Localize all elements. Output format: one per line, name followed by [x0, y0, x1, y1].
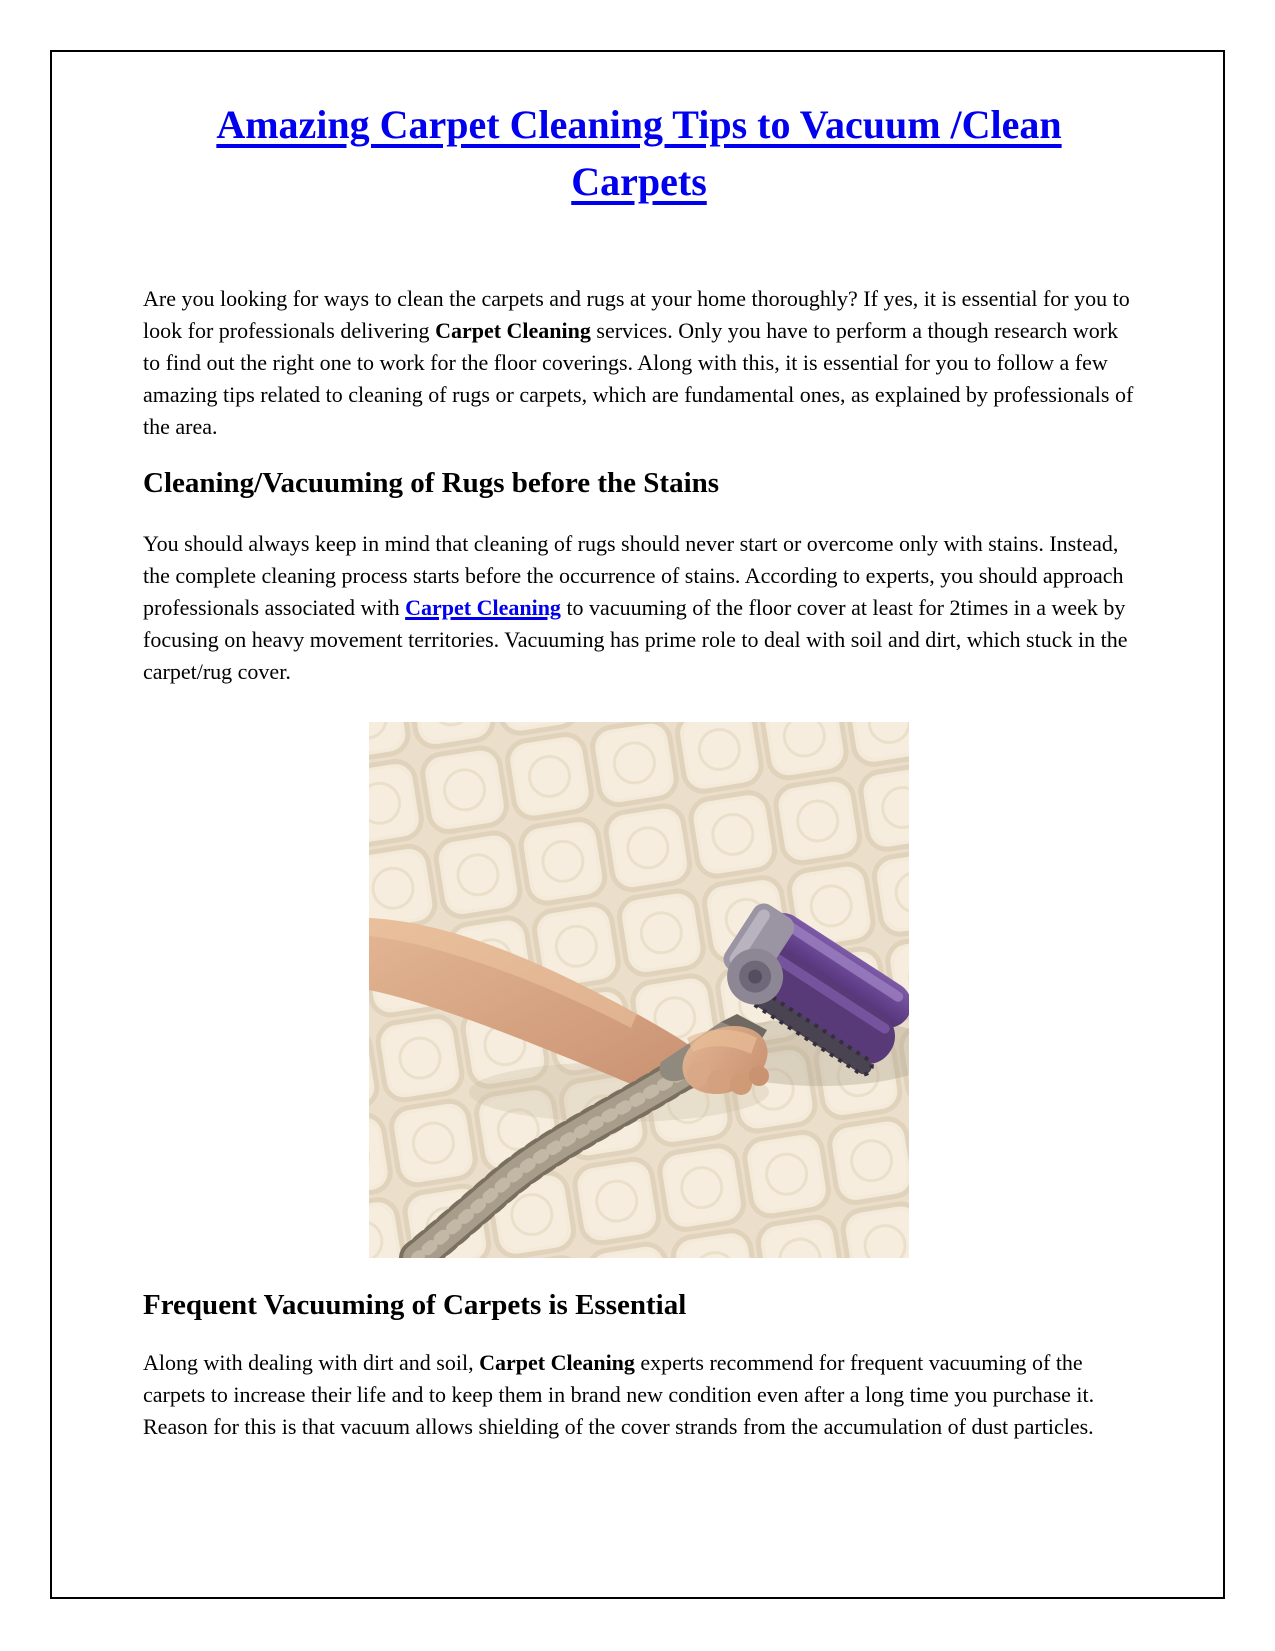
intro-paragraph: [143, 283, 1135, 443]
vacuum-photo-illustration: [369, 722, 909, 1258]
text-run: Are you looking for ways to clean the carpets and rugs at your home thoroughly? If yes, it is essential for you to look for professionals delivering: [143, 286, 1130, 343]
frequent-paragraph: [143, 1347, 1135, 1443]
text-run: experts recommend for frequent vacuuming of the carpets to increase their life and to keep them in brand new condition even after a long time you purchase it. Reason for this is that vacuum allows shielding of the cover strands from the accumulation of dust particles.: [143, 1350, 1095, 1439]
title-line-2[interactable]: Carpets: [571, 159, 707, 204]
document-content: [143, 0, 1135, 1443]
section-heading-frequent-vacuuming: Frequent Vacuuming of Carpets is Essential: [143, 1289, 687, 1321]
text-run: Carpet Cleaning: [435, 318, 591, 343]
section-heading-cleaning-vacuuming: Cleaning/Vacuuming of Rugs before the Stains: [143, 467, 720, 499]
title-line-1[interactable]: Amazing Carpet Cleaning Tips to Vacuum /Clean: [216, 102, 1062, 147]
vacuum-photo: [369, 722, 909, 1258]
cleaning-paragraph: [143, 528, 1135, 688]
text-run: You should always keep in mind that cleaning of rugs should never start or overcome only with stains. Instead, the complete cleaning process starts before the occurrence of stains. According to experts, you should approach professionals associated with: [143, 531, 1124, 620]
text-run: Along with dealing with dirt and soil,: [143, 1350, 480, 1375]
text-run: Carpet Cleaning: [479, 1350, 635, 1375]
carpet-cleaning-link[interactable]: Carpet Cleaning: [405, 595, 561, 620]
text-run: services. Only you have to perform a though research work to find out the right one to work for the floor coverings. Along with this, it is essential for you to follow a few amazing tips related to cleaning of rugs or carpets, which are fundamental ones, as explained by professionals of the area.: [143, 318, 1134, 439]
document-title: [143, 96, 1135, 210]
text-run: to vacuuming of the floor cover at least for 2times in a week by focusing on heavy movement territories. Vacuuming has prime role to deal with soil and dirt, which stuck in the carpet/rug cover.: [143, 595, 1128, 684]
